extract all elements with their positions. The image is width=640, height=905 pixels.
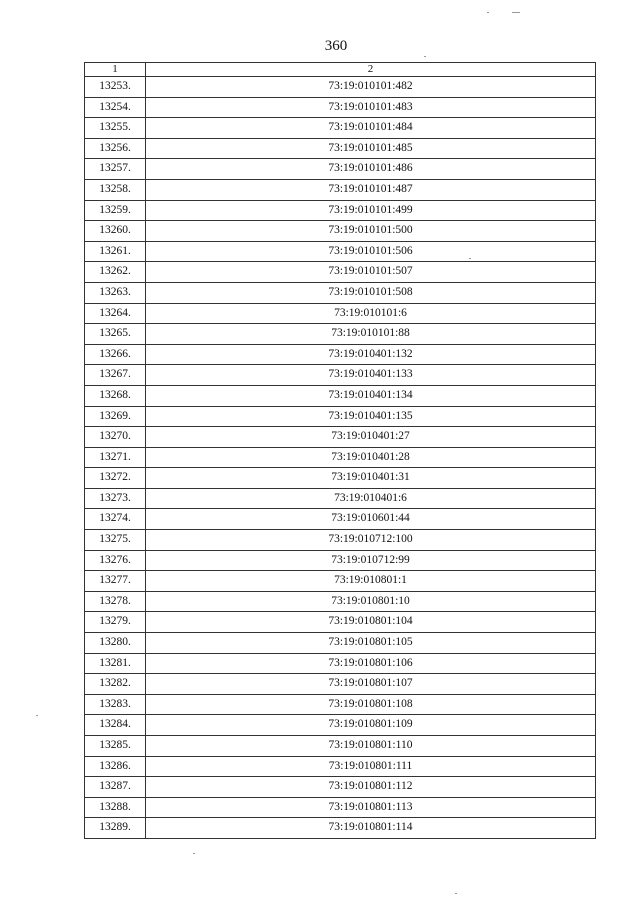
cadastral-number-cell: 73:19:010801:104 xyxy=(146,612,596,633)
cadastral-number-cell: 73:19:010801:106 xyxy=(146,653,596,674)
row-number-cell: 13268. xyxy=(85,385,146,406)
table-row xyxy=(85,324,596,345)
table-row xyxy=(85,530,596,551)
row-number-cell: 13270. xyxy=(85,427,146,448)
table-row xyxy=(85,509,596,530)
scan-speck xyxy=(455,893,457,894)
cadastral-number-cell: 73:19:010801:112 xyxy=(146,777,596,798)
row-number-cell: 13287. xyxy=(85,777,146,798)
cadastral-number-cell: 73:19:010801:107 xyxy=(146,674,596,695)
row-number-cell: 13273. xyxy=(85,488,146,509)
cadastral-number-cell: 73:19:010101:483 xyxy=(146,97,596,118)
row-number-cell: 13262. xyxy=(85,262,146,283)
table-row xyxy=(85,200,596,221)
row-number-cell: 13266. xyxy=(85,344,146,365)
row-number-cell: 13282. xyxy=(85,674,146,695)
column-header-number: 1 xyxy=(85,63,146,77)
cadastral-number-cell: 73:19:010712:100 xyxy=(146,530,596,551)
row-number-cell: 13259. xyxy=(85,200,146,221)
cadastral-number-cell: 73:19:010801:114 xyxy=(146,818,596,839)
row-number-cell: 13265. xyxy=(85,324,146,345)
cadastral-number-cell: 73:19:010101:486 xyxy=(146,159,596,180)
table-row xyxy=(85,571,596,592)
cadastral-number-cell: 73:19:010801:109 xyxy=(146,715,596,736)
row-number-cell: 13280. xyxy=(85,633,146,654)
cadastral-number-cell: 73:19:010801:1 xyxy=(146,571,596,592)
table-row xyxy=(85,818,596,839)
row-number-cell: 13281. xyxy=(85,653,146,674)
cadastral-number-cell: 73:19:010601:44 xyxy=(146,509,596,530)
scan-speck xyxy=(487,12,489,13)
table-row xyxy=(85,138,596,159)
table-row xyxy=(85,344,596,365)
row-number-cell: 13255. xyxy=(85,118,146,139)
cadastral-number-cell: 73:19:010101:482 xyxy=(146,77,596,98)
table-row xyxy=(85,97,596,118)
cadastral-number-cell: 73:19:010401:133 xyxy=(146,365,596,386)
cadastral-number-cell: 73:19:010712:99 xyxy=(146,550,596,571)
table-row xyxy=(85,612,596,633)
scan-speck xyxy=(424,56,426,57)
cadastral-number-cell: 73:19:010801:113 xyxy=(146,797,596,818)
cadastral-number-cell: 73:19:010101:508 xyxy=(146,282,596,303)
row-number-cell: 13253. xyxy=(85,77,146,98)
cadastral-number-cell: 73:19:010101:506 xyxy=(146,241,596,262)
cadastral-number-cell: 73:19:010801:110 xyxy=(146,736,596,757)
table-row xyxy=(85,282,596,303)
cadastral-number-cell: 73:19:010401:132 xyxy=(146,344,596,365)
cadastral-number-cell: 73:19:010101:484 xyxy=(146,118,596,139)
table-row xyxy=(85,777,596,798)
table-row xyxy=(85,447,596,468)
row-number-cell: 13261. xyxy=(85,241,146,262)
row-number-cell: 13288. xyxy=(85,797,146,818)
table-header-row xyxy=(85,63,596,77)
cadastral-number-cell: 73:19:010401:27 xyxy=(146,427,596,448)
row-number-cell: 13285. xyxy=(85,736,146,757)
row-number-cell: 13263. xyxy=(85,282,146,303)
table-row xyxy=(85,262,596,283)
row-number-cell: 13269. xyxy=(85,406,146,427)
cadastral-number-cell: 73:19:010401:135 xyxy=(146,406,596,427)
row-number-cell: 13274. xyxy=(85,509,146,530)
table-body xyxy=(85,77,596,839)
cadastral-number-cell: 73:19:010101:6 xyxy=(146,303,596,324)
cadastral-number-cell: 73:19:010401:134 xyxy=(146,385,596,406)
table-row xyxy=(85,591,596,612)
table-row xyxy=(85,468,596,489)
row-number-cell: 13258. xyxy=(85,179,146,200)
row-number-cell: 13284. xyxy=(85,715,146,736)
scan-speck xyxy=(469,258,471,259)
row-number-cell: 13254. xyxy=(85,97,146,118)
cadastral-number-cell: 73:19:010101:487 xyxy=(146,179,596,200)
table-row xyxy=(85,77,596,98)
table-row xyxy=(85,756,596,777)
row-number-cell: 13275. xyxy=(85,530,146,551)
table-row xyxy=(85,715,596,736)
table-row xyxy=(85,241,596,262)
row-number-cell: 13272. xyxy=(85,468,146,489)
scan-speck xyxy=(512,12,520,13)
cadastral-number-cell: 73:19:010101:499 xyxy=(146,200,596,221)
cadastral-number-cell: 73:19:010801:111 xyxy=(146,756,596,777)
row-number-cell: 13267. xyxy=(85,365,146,386)
table-row xyxy=(85,221,596,242)
row-number-cell: 13277. xyxy=(85,571,146,592)
table-row xyxy=(85,406,596,427)
table-row xyxy=(85,303,596,324)
row-number-cell: 13264. xyxy=(85,303,146,324)
row-number-cell: 13276. xyxy=(85,550,146,571)
table-row xyxy=(85,550,596,571)
table-row xyxy=(85,653,596,674)
table-row xyxy=(85,797,596,818)
table-row xyxy=(85,179,596,200)
table-row xyxy=(85,633,596,654)
column-header-cadastral-number: 2 xyxy=(146,63,596,77)
cadastral-number-cell: 73:19:010101:507 xyxy=(146,262,596,283)
cadastral-number-cell: 73:19:010801:108 xyxy=(146,694,596,715)
table-row xyxy=(85,427,596,448)
scan-speck xyxy=(193,853,195,854)
cadastral-number-cell: 73:19:010101:88 xyxy=(146,324,596,345)
row-number-cell: 13279. xyxy=(85,612,146,633)
cadastral-number-table xyxy=(84,62,596,839)
row-number-cell: 13256. xyxy=(85,138,146,159)
table-row xyxy=(85,674,596,695)
cadastral-number-cell: 73:19:010401:28 xyxy=(146,447,596,468)
row-number-cell: 13257. xyxy=(85,159,146,180)
cadastral-number-cell: 73:19:010401:6 xyxy=(146,488,596,509)
table-row xyxy=(85,385,596,406)
row-number-cell: 13260. xyxy=(85,221,146,242)
table-row xyxy=(85,736,596,757)
row-number-cell: 13286. xyxy=(85,756,146,777)
cadastral-number-cell: 73:19:010801:105 xyxy=(146,633,596,654)
scan-speck xyxy=(36,715,38,716)
table-row xyxy=(85,118,596,139)
row-number-cell: 13289. xyxy=(85,818,146,839)
table-row xyxy=(85,365,596,386)
row-number-cell: 13278. xyxy=(85,591,146,612)
table-row xyxy=(85,694,596,715)
cadastral-number-cell: 73:19:010401:31 xyxy=(146,468,596,489)
row-number-cell: 13271. xyxy=(85,447,146,468)
table-row xyxy=(85,159,596,180)
cadastral-number-cell: 73:19:010101:485 xyxy=(146,138,596,159)
page-number: 360 xyxy=(324,38,348,54)
table-row xyxy=(85,488,596,509)
row-number-cell: 13283. xyxy=(85,694,146,715)
cadastral-number-cell: 73:19:010101:500 xyxy=(146,221,596,242)
cadastral-number-cell: 73:19:010801:10 xyxy=(146,591,596,612)
